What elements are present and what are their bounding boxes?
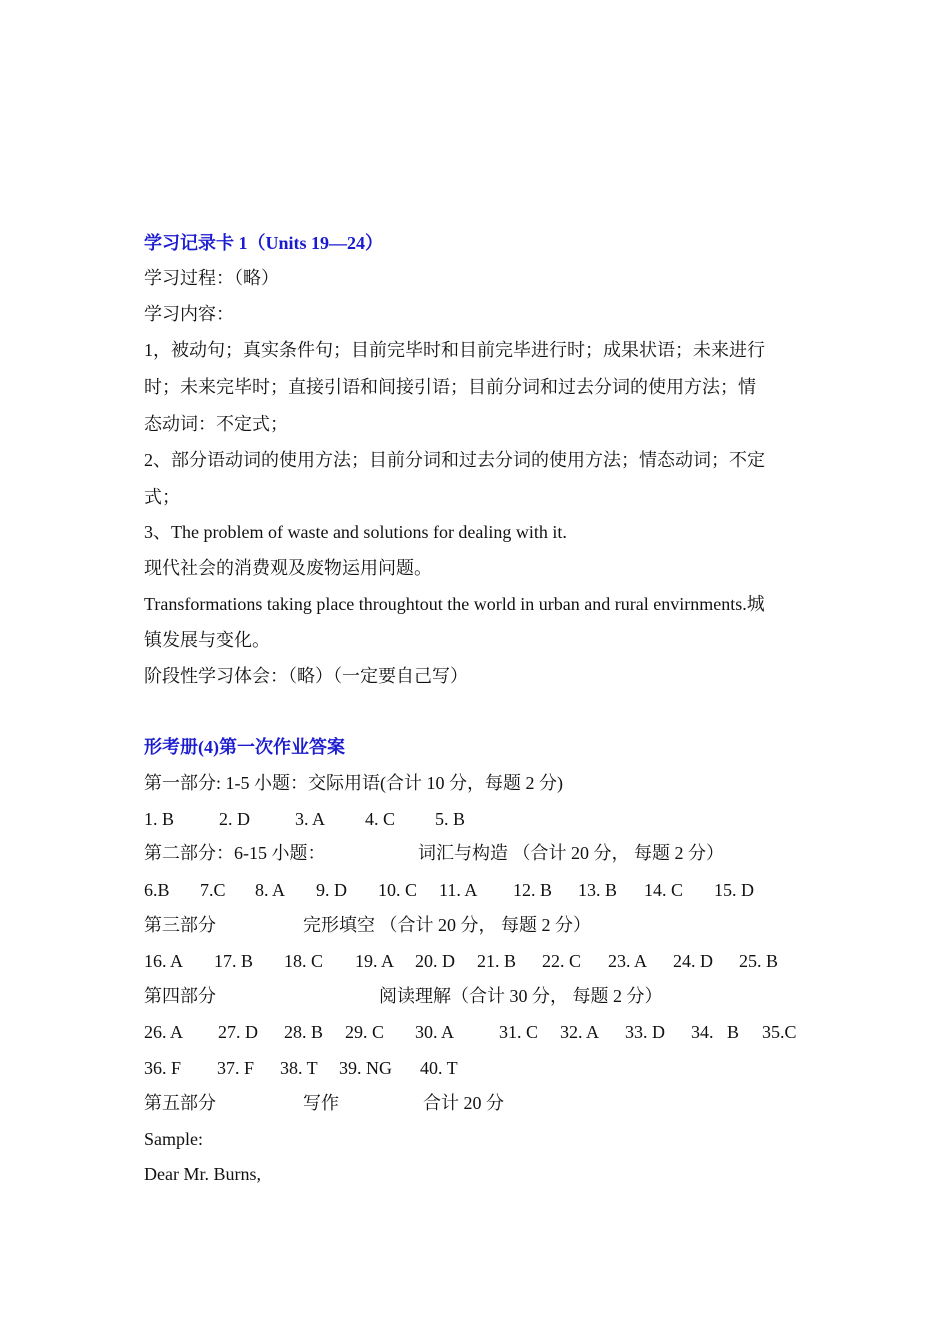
answer-item: 39. NG [339,1058,392,1078]
answer-item: 18. C [284,951,324,971]
part-5-title-desc: 写作 [303,1093,339,1113]
answer-item: 19. A [355,951,395,971]
answer-item: 28. B [284,1022,324,1042]
answer-item: 31. C [499,1022,539,1042]
answer-item: 12. B [513,880,553,900]
answer-item: 5. B [435,809,466,829]
learning-process: 学习过程：（略） [144,268,279,288]
answer-item: 16. A [144,951,184,971]
answer-item: 22. C [542,951,582,971]
content-item-2-line-2: 式； [144,487,180,507]
answer-item: 20. D [415,951,455,971]
answer-item: 10. C [378,880,418,900]
part-5-score: 合计 20 分 [423,1093,504,1113]
answer-item: 33. D [625,1022,665,1042]
content-item-1-line-2: 时；未来完毕时；直接引语和间接引语；目前分词和过去分词的使用方法；情 [144,377,756,397]
content-item-1-line-3: 态动词：不定式； [144,414,288,434]
answer-item: 37. F [217,1058,255,1078]
answer-item: 7.C [200,880,226,900]
content-item-3-line-3: Transformations taking place throughtout the world in urban and rural envirnments.城 [144,594,765,614]
part-4-title-desc: 阅读理解（合计 30 分， 每题 2 分） [379,986,663,1006]
answer-item: 14. C [644,880,684,900]
answer-item: 13. B [578,880,618,900]
answer-item: 24. D [673,951,713,971]
answer-item: 4. C [365,809,396,829]
content-item-3-line-2: 现代社会的消费观及废物运用问题。 [144,558,432,578]
answer-item: 26. A [144,1022,184,1042]
answer-item: 3. A [295,809,326,829]
answer-item: 30. A [415,1022,455,1042]
answer-item: 1. B [144,809,175,829]
part-5-title [144,1092,804,1202]
content-item-3-line-1: 3、The problem of waste and solutions for dealing with it. [144,522,567,542]
answer-item: 35.C [762,1022,797,1042]
answer-item: 38. T [280,1058,318,1078]
answer-item: 2. D [219,809,250,829]
part-1-title: 第一部分: 1-5 小题：交际用语(合计 10 分，每题 2 分) [144,773,563,793]
record-card-heading: 学习记录卡 1（Units 19—24） [144,233,384,253]
answer-item: 8. A [255,880,286,900]
answer-item: 40. T [420,1058,458,1078]
part-3-title-desc: 完形填空 （合计 20 分， 每题 2 分） [303,915,591,935]
answer-item: 9. D [316,880,347,900]
part-2-title-label: 第二部分：6-15 小题： [144,843,326,863]
part-5-title-label: 第五部分 [144,1093,216,1113]
answer-item: 23. A [608,951,648,971]
content-item-3-line-4: 镇发展与变化。 [144,630,270,650]
answer-item: 21. B [477,951,517,971]
part-2-title-desc: 词汇与构造 （合计 20 分， 每题 2 分） [418,843,724,863]
part-3-title-label: 第三部分 [144,915,216,935]
answer-item: 36. F [144,1058,182,1078]
answer-item: 11. A [439,880,478,900]
answer-item: 6.B [144,880,170,900]
answer-item: 25. B [739,951,779,971]
stage-reflection: 阶段性学习体会：（略）（一定要自己写） [144,666,468,686]
answer-item: 17. B [214,951,254,971]
answer-item: 32. A [560,1022,600,1042]
content-item-1-line-1: 1，被动句；真实条件句；目前完毕时和目前完毕进行时；成果状语；未来进行 [144,340,765,360]
answer-item: 27. D [218,1022,258,1042]
learning-content-label: 学习内容： [144,304,234,324]
homework-answers-heading: 形考册(4)第一次作业答案 [144,737,345,757]
content-item-2-line-1: 2、部分语动词的使用方法；目前分词和过去分词的使用方法；情态动词；不定 [144,450,765,470]
part-4-title-label: 第四部分 [144,986,216,1006]
answer-item: 29. C [345,1022,385,1042]
sample-label: Sample: [144,1129,203,1149]
answer-item: 34. B [691,1022,740,1042]
answer-item: 15. D [714,880,754,900]
letter-salutation: Dear Mr. Burns, [144,1164,261,1184]
